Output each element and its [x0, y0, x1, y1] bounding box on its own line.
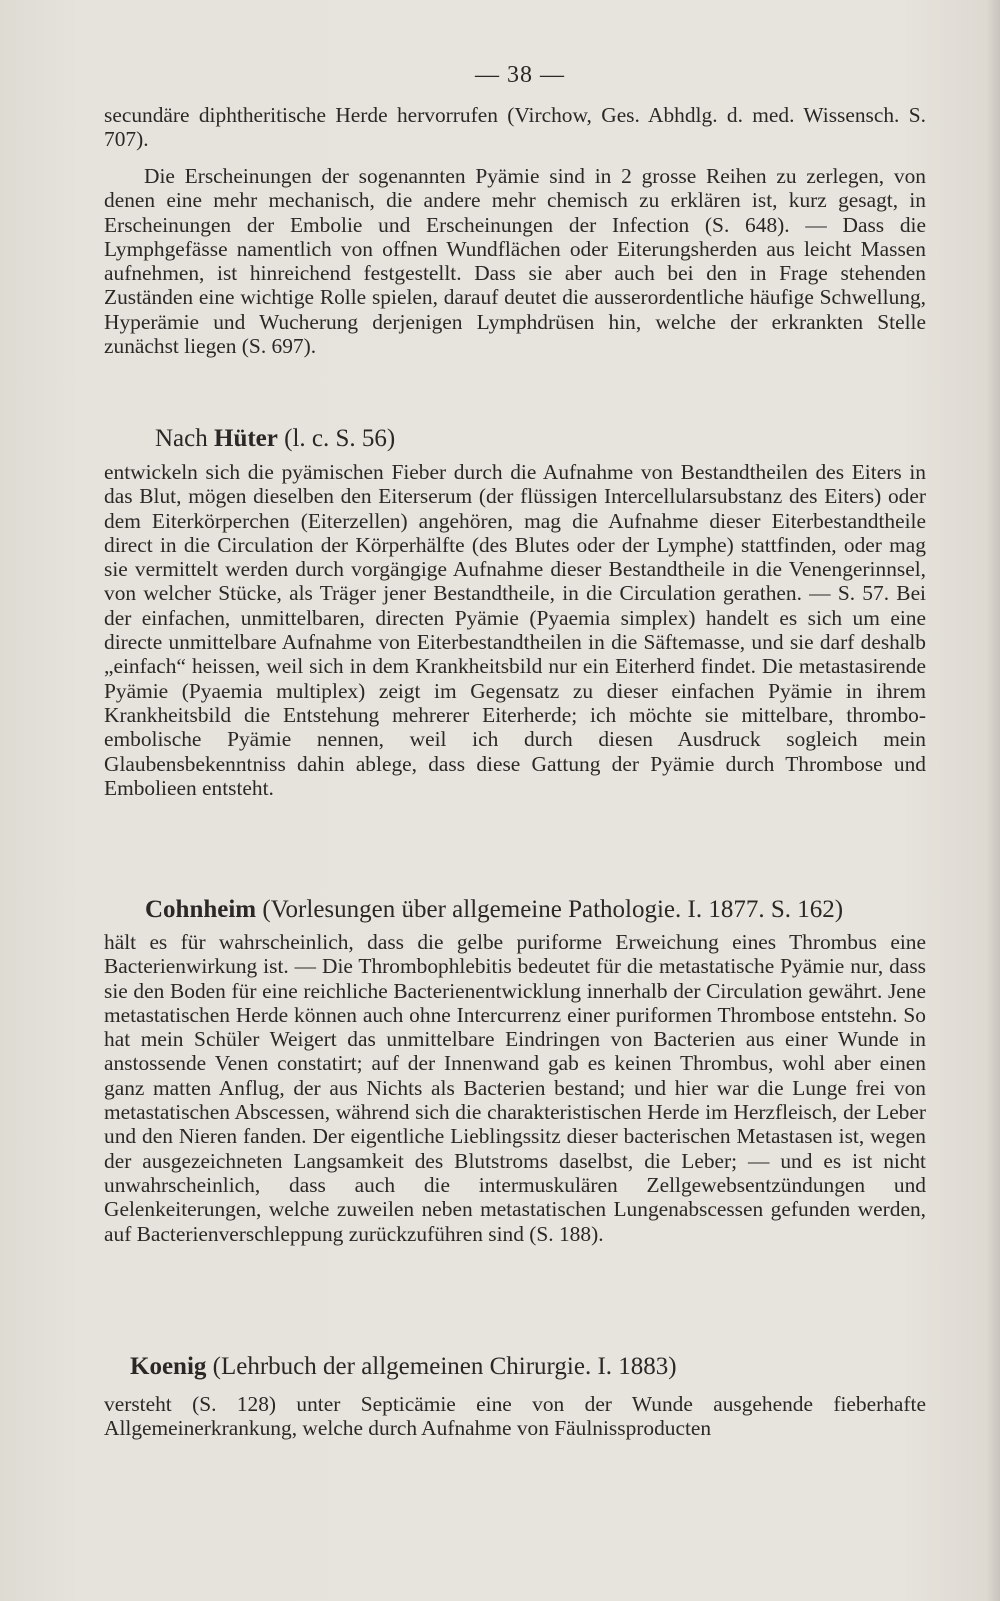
author-name: Koenig [130, 1353, 207, 1380]
author-name: Cohnheim [145, 896, 257, 923]
heading-lead: Nach [155, 425, 214, 452]
heading-citation: (Vorlesungen über allgemeine Pathologie. I. 1877. S. 162) [256, 896, 844, 923]
heading-koenig [130, 1352, 952, 1382]
page-number: — 38 — [475, 62, 565, 88]
paragraph-pyaemia: Die Erscheinungen der sogenannten Pyämie sind in 2 grosse Reihen zu zerlegen, von denen eine mehr mechanisch, die andere mehr chemisch zu erklären ist, kurz gesagt, in Erscheinungen der Embolie und Erscheinungen der Infection (S. 648). — Dass die Lymphgefässe namentlich von offnen Wundflächen oder Eiterungsherden aus leicht Massen aufnehmen, ist hinreichend festgestellt. Dass sie aber auch bei den in Frage stehenden Zuständen eine wichtige Rolle spielen, darauf deutet die ausserordentliche häufige Schwellung, Hyperämie und Wucherung derjenigen Lymphdrüsen hin, welche der erkrankten Stelle zunächst liegen (S. 697). [104, 164, 926, 359]
paragraph-virchow: secundäre diphtheritische Herde hervorrufen (Virchow, Ges. Abhdlg. d. med. Wissensch. S. 707). [104, 103, 926, 152]
heading-citation: (l. c. S. 56) [277, 425, 396, 452]
paragraph-cohnheim: hält es für wahrscheinlich, dass die gelbe puriforme Erweichung eines Thrombus eine Bacterienwirkung ist. — Die Thrombophlebitis bedeutet für die metastatische Pyämie nur, dass sie den Boden für eine reichliche Bacterienentwicklung innerhalb der Circulation gewährt. Jene metastatischen Herde können auch ohne Intercurrenz einer puriformen Thrombose entstehn. So hat mein Schüler Weigert das unmittelbare Eindringen von Bacterien aus einer Wunde in anstossende Venen constatirt; auf der Innenwand gab es keinen Thrombus, wohl aber einen ganz matten Anflug, der aus Nichts als Bacterien bestand; und hier war die Lunge frei von metastatischen Abscessen, während sich die charakteristischen Herde im Herzfleisch, der Leber und den Nieren fanden. Der eigentliche Lieblingssitz dieser bacterischen Metastasen ist, wegen der ausgezeichneten Langsamkeit des Blutstroms daselbst, die Leber; — und es ist nicht unwahrscheinlich, dass auch die intermuskulären Zellgewebsentzündungen und Gelenkeiterungen, welche zuweilen neben metastatischen Lungenabscessen gefunden werden, auf Bacterienverschleppung zurückzuführen sind (S. 188). [104, 930, 926, 1246]
heading-citation: (Lehrbuch der allgemeinen Chirurgie. I. 1883) [206, 1353, 677, 1380]
paragraph-koenig: versteht (S. 128) unter Septicämie eine von der Wunde ausgehende fieberhafte Allgemeinerkrankung, welche durch Aufnahme von Fäulnissproducten [104, 1392, 926, 1441]
heading-hueter [155, 424, 977, 454]
paragraph-hueter: entwickeln sich die pyämischen Fieber durch die Aufnahme von Bestandtheilen des Eiters in das Blut, mögen dieselben den Eiterserum (der flüssigen Intercellularsubstanz des Eiters) oder dem Eiterkörperchen (Eiterzellen) angehören, mag die Aufnahme dieser Eiterbestandtheile direct in die Circulation der Körperhälfte (des Blutes oder der Lymphe) stattfinden, oder mag sie vermittelt werden durch vorgängige Aufnahme dieser Bestandtheile in die Venengerinnsel, von welcher Stücke, als Träger jener Bestandtheile, in die Circulation gerathen. — S. 57. Bei der einfachen, unmittelbaren, directen Pyämie (Pyaemia simplex) handelt es sich um eine directe unmittelbare Aufnahme von Eiterbestandtheilen in die Säftemasse, und sie darf deshalb „einfach“ heissen, weil sich in dem Krankheitsbild nur ein Eiterherd findet. Die metastasirende Pyämie (Pyaemia multiplex) zeigt im Gegensatz zu dieser einfachen Pyämie in ihrem Krankheitsbild die Entstehung mehrerer Eiterherde; ich möchte sie mittelbare, thrombo-embolische Pyämie nennen, weil ich durch diesen Ausdruck sogleich mein Glaubensbekenntniss dahin ablege, dass diese Gattung der Pyämie durch Thrombose und Embolieen entsteht. [104, 460, 926, 800]
author-name: Hüter [214, 425, 278, 452]
heading-cohnheim [145, 895, 967, 925]
